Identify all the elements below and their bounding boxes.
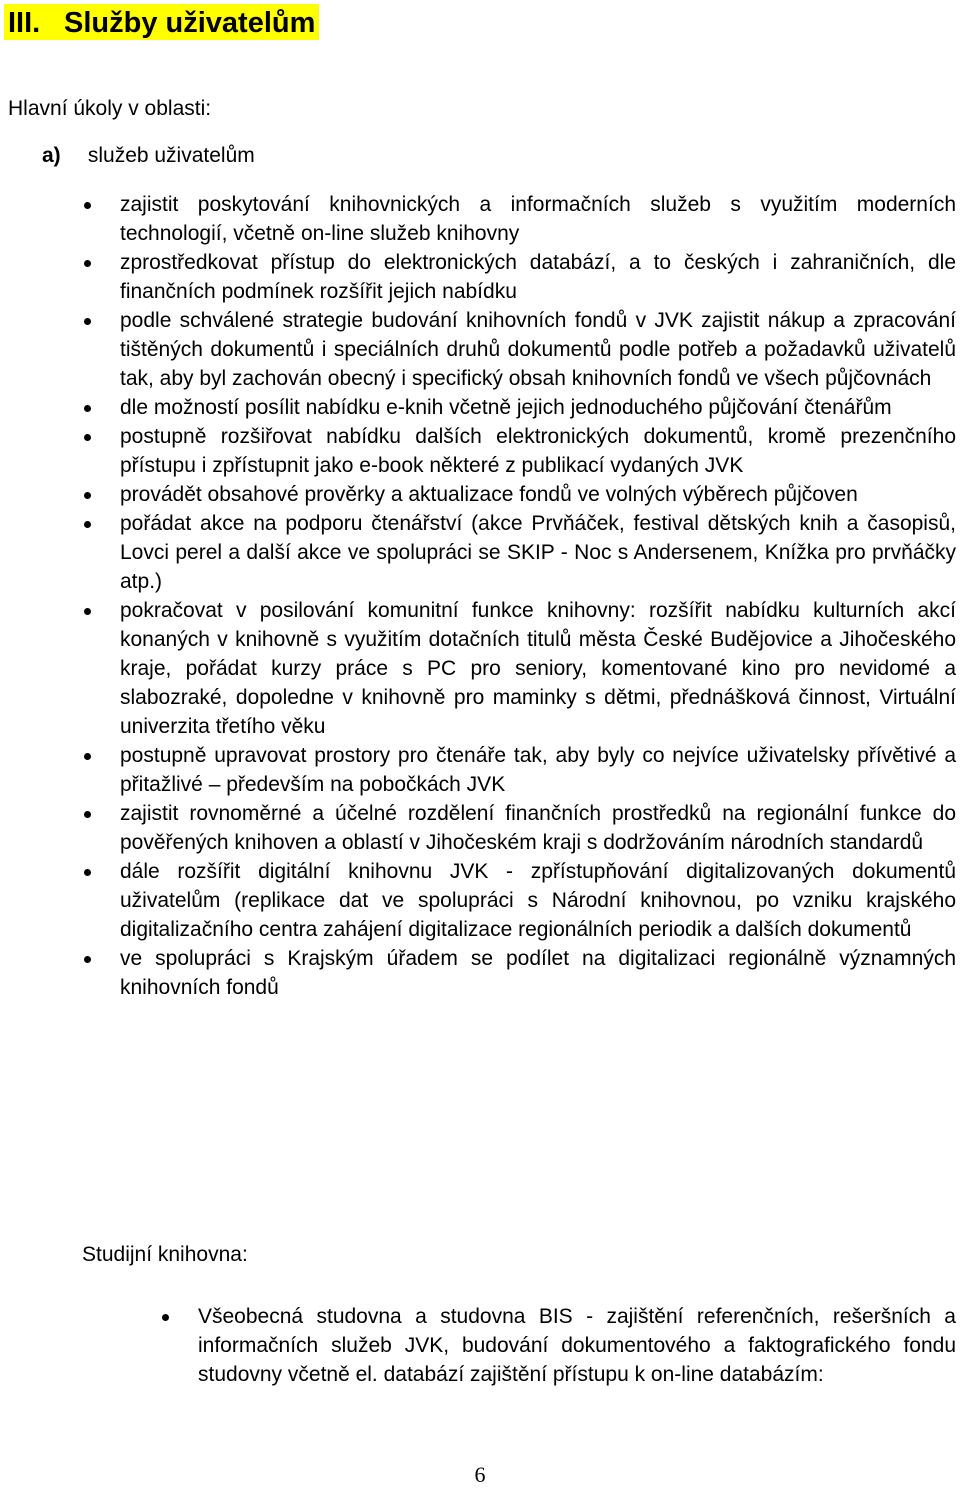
section-number: III. <box>8 7 41 39</box>
task-list <box>120 190 956 1002</box>
subsection-title: služeb uživatelům <box>87 144 255 167</box>
list-item: postupně rozšiřovat nabídku dalších elektronických dokumentů, kromě prezenčního přístupu i zpřístupnit jako e-book některé z publikací vydaných JVK <box>120 422 956 480</box>
list-item: zprostředkovat přístup do elektronických databází, a to českých i zahraničních, dle finančních podmínek rozšířit jejich nabídku <box>120 248 956 306</box>
page-number: 6 <box>474 1462 486 1487</box>
list-item: ve spolupráci s Krajským úřadem se podílet na digitalizaci regionálně významných knihovních fondů <box>120 944 956 1002</box>
section-heading <box>4 4 319 40</box>
intro-text: Hlavní úkoly v oblasti: <box>8 97 212 120</box>
list-item: podle schválené strategie budování knihovních fondů v JVK zajistit nákup a zpracování tištěných dokumentů i speciálních druhů dokumentů podle potřeb a požadavků uživatelů tak, aby byl zachován obecný i specifický obsah knihovních fondů ve všech půjčovnách <box>120 306 956 393</box>
list-item: provádět obsahové prověrky a aktualizace fondů ve volných výběrech půjčoven <box>120 480 956 509</box>
list-item: dále rozšířit digitální knihovnu JVK - zpřístupňování digitalizovaných dokumentů uživatelům (replikace dat ve spolupráci s Národní knihovnou, po vzniku krajského digitalizačního centra zahájení digitalizace regionálních periodik a dalších dokumentů <box>120 857 956 944</box>
section-title: Služby uživatelům <box>64 7 316 39</box>
list-item: zajistit poskytování knihovnických a informačních služeb s využitím moderních technologií, včetně on-line služeb knihovny <box>120 190 956 248</box>
subsection-a <box>42 141 255 171</box>
list-item: dle možností posílit nabídku e-knih včetně jejich jednoduchého půjčování čtenářům <box>120 393 956 422</box>
list-item: zajistit rovnoměrné a účelné rozdělení finančních prostředků na regionální funkce do pověřených knihoven a oblastí v Jihočeském kraji s dodržováním národních standardů <box>120 799 956 857</box>
list-item: Všeobecná studovna a studovna BIS - zajištění referenčních, rešeršních a informačních služeb JVK, budování dokumentového a faktografického fondu studovny včetně el. databází zajištění přístupu k on-line databázím: <box>198 1302 956 1389</box>
list-item: pokračovat v posilování komunitní funkce knihovny: rozšířit nabídku kulturních akcí konaných v knihovně s využitím dotačních titulů města České Budějovice a Jihočeského kraje, pořádat kurzy práce s PC pro seniory, komentované kino pro nevidomé a slabozraké, dopoledne v knihovně pro maminky s dětmi, přednášková činnost, Virtuální univerzita třetího věku <box>120 596 956 741</box>
list-item: pořádat akce na podporu čtenářství (akce Prvňáček, festival dětských knih a časopisů, Lovci perel a další akce ve spolupráci se SKIP - Noc s Andersenem, Knížka pro prvňáčky atp.) <box>120 509 956 596</box>
subsection-label: a) <box>42 144 61 167</box>
studijni-list <box>198 1302 956 1389</box>
studijni-heading: Studijní knihovna: <box>82 1243 248 1266</box>
list-item: postupně upravovat prostory pro čtenáře tak, aby byly co nejvíce uživatelsky přívětivé a přitažlivé – především na pobočkách JVK <box>120 741 956 799</box>
